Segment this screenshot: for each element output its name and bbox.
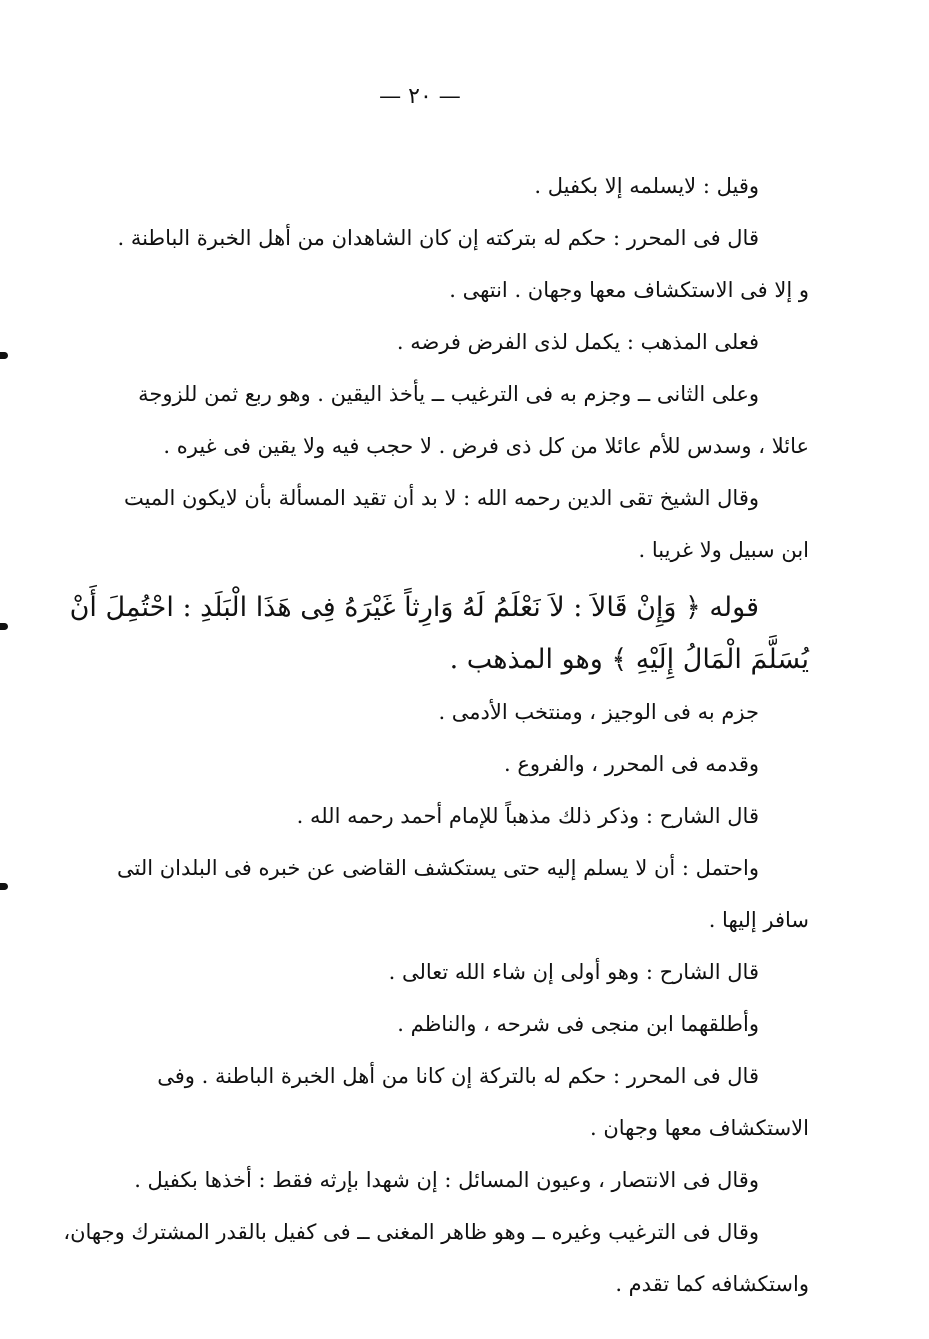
text-line: ابن سبيل ولا غريبا . bbox=[638, 538, 809, 562]
body-text bbox=[63, 160, 809, 1310]
text-line: فعلى المذهب : يكمل لذى الفرض فرضه . bbox=[396, 330, 759, 354]
text-line: قال الشارح : وهو أولى إن شاء الله تعالى . bbox=[388, 960, 759, 984]
text-line: سافر إليها . bbox=[708, 908, 809, 932]
text-line: واستكشافه كما تقدم . bbox=[615, 1272, 809, 1296]
scan-edge-mark bbox=[0, 352, 8, 359]
text-line: و إلا فى الاستكشاف معها وجهان . انتهى . bbox=[449, 278, 809, 302]
text-line: قال الشارح : وذكر ذلك مذهباً للإمام أحمد رحمه الله . bbox=[296, 804, 759, 828]
text-line: وقال فى الترغيب وغيره ــ وهو ظاهر المغنى ــ فى كفيل بالقدر المشترك وجهان، bbox=[63, 1220, 759, 1244]
text-line: وقدمه فى المحرر ، والفروع . bbox=[504, 752, 759, 776]
scan-edge-mark bbox=[0, 623, 8, 630]
text-line: جزم به فى الوجيز ، ومنتخب الأدمى . bbox=[438, 700, 759, 724]
text-line: واحتمل : أن لا يسلم إليه حتى يستكشف القاضى عن خبره فى البلدان التى bbox=[117, 856, 759, 880]
scan-edge-mark bbox=[0, 883, 8, 890]
text-line: قال فى المحرر : حكم له بتركته إن كان الشاهدان من أهل الخبرة الباطنة . bbox=[117, 226, 759, 250]
text-line: وقيل : لايسلمه إلا بكفيل . bbox=[534, 174, 759, 198]
text-line: قوله ﴿ وَإِنْ قَالاَ : لاَ نَعْلَمُ لَهُ وَارِثاً غَيْرَهُ فِى هَذَا الْبَلَدِ : احْتُمِلَ أَنْ bbox=[69, 592, 759, 623]
text-line: وأطلقهما ابن منجى فى شرحه ، والناظم . bbox=[397, 1012, 759, 1036]
text-line: يُسَلَّمَ الْمَالُ إِلَيْهِ ﴾ وهو المذهب . bbox=[449, 644, 809, 675]
text-line: وعلى الثانى ــ وجزم به فى الترغيب ــ يأخذ اليقين . وهو ربع ثمن للزوجة bbox=[138, 382, 759, 406]
text-line: قال فى المحرر : حكم له بالتركة إن كانا من أهل الخبرة الباطنة . وفى bbox=[157, 1064, 759, 1088]
text-line: عائلا ، وسدس للأم عائلا من كل ذى فرض . لا حجب فيه ولا يقين فى غيره . bbox=[163, 434, 809, 458]
text-line: الاستكشاف معها وجهان . bbox=[589, 1116, 809, 1140]
text-line: وقال فى الانتصار ، وعيون المسائل : إن شهدا بإرثه فقط : أخذها بكفيل . bbox=[134, 1168, 759, 1192]
text-line: وقال الشيخ تقى الدين رحمه الله : لا بد أن تقيد المسألة بأن لايكون الميت bbox=[123, 486, 759, 510]
page-number: — ٢٠ — bbox=[379, 84, 461, 109]
